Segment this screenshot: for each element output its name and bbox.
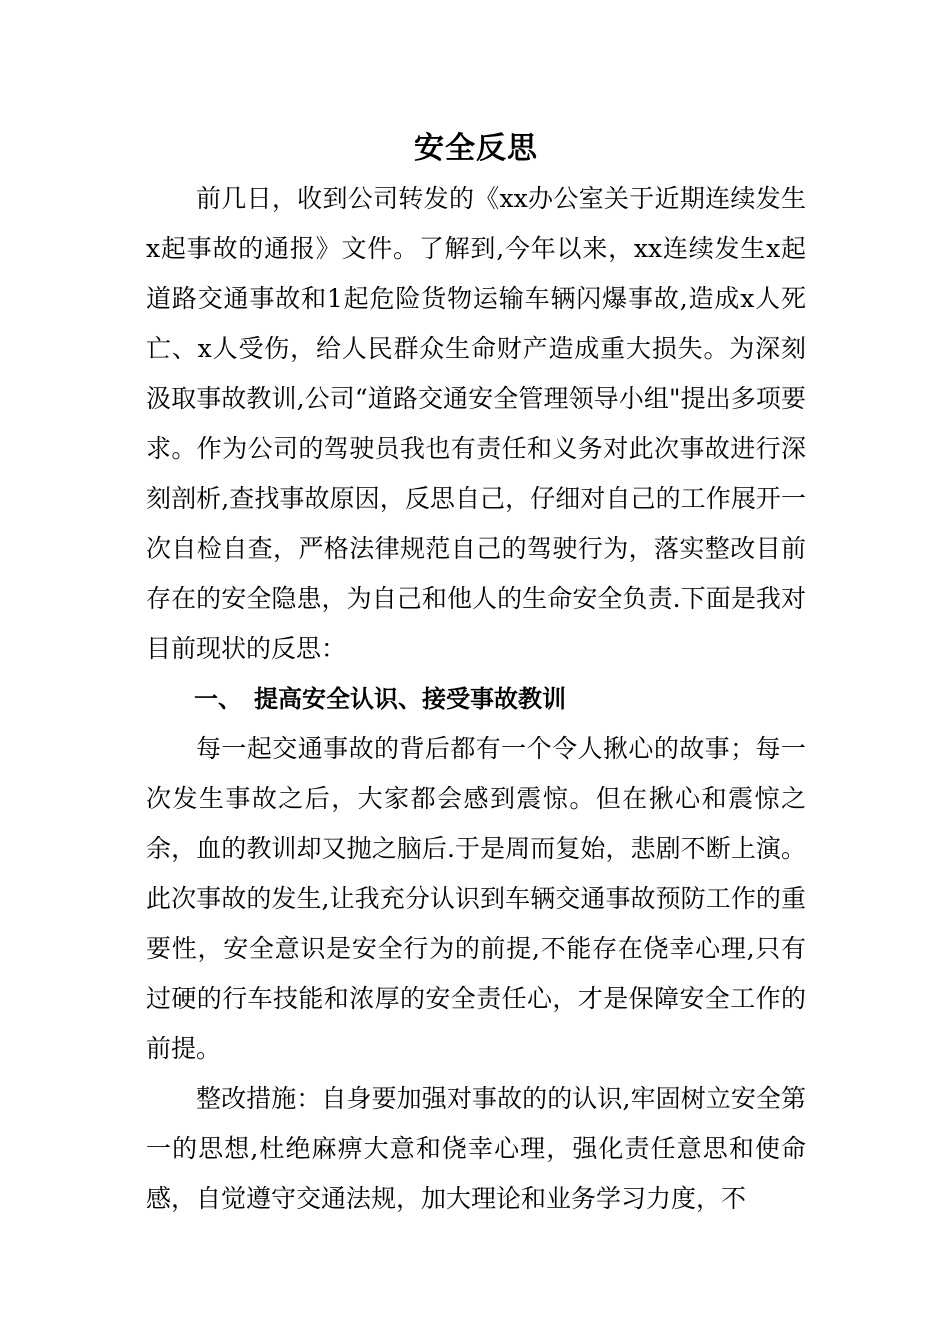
section-number: 一、 xyxy=(194,685,242,713)
measures-paragraph: 整改措施：自身要加强对事故的的认识,牢固树立安全第一的思想,杜绝麻痹大意和侥幸心理，强化责任意思和使命感，自觉遵守交通法规，加大理论和业务学习力度，不 xyxy=(146,1084,806,1213)
section-heading xyxy=(146,674,806,724)
document-body xyxy=(146,124,806,1224)
body-paragraph: 每一起交通事故的背后都有一个令人揪心的故事；每一次发生事故之后，大家都会感到震惊。但在揪心和震惊之余，血的教训却又抛之脑后.于是周而复始，悲剧不断上演。此次事故的发生,让我充分认识到车辆交通事故预防工作的重要性，安全意识是安全行为的前提,不能存在侥幸心理,只有过硬的行车技能和浓厚的安全责任心，才是保障安全工作的前提。 xyxy=(146,734,806,1063)
section-heading-text: 提高安全认识、接受事故教训 xyxy=(254,685,566,713)
document-title: 安全反思 xyxy=(414,131,538,166)
intro-paragraph: 前几日，收到公司转发的《xx办公室关于近期连续发生x起事故的通报》文件。了解到,今年以来，xx连续发生x起道路交通事故和1起危险货物运输车辆闪爆事故,造成x人死亡、x人受伤，给人民群众生命财产造成重大损失。为深刻汲取事故教训,公司“道路交通安全管理领导小组"提出多项要求。作为公司的驾驶员我也有责任和义务对此次事故进行深刻剖析,查找事故原因，反思自己，仔细对自己的工作展开一次自检自查，严格法律规范自己的驾驶行为，落实整改目前存在的安全隐患，为自己和他人的生命安全负责.下面是我对目前现状的反思： xyxy=(146,184,806,663)
